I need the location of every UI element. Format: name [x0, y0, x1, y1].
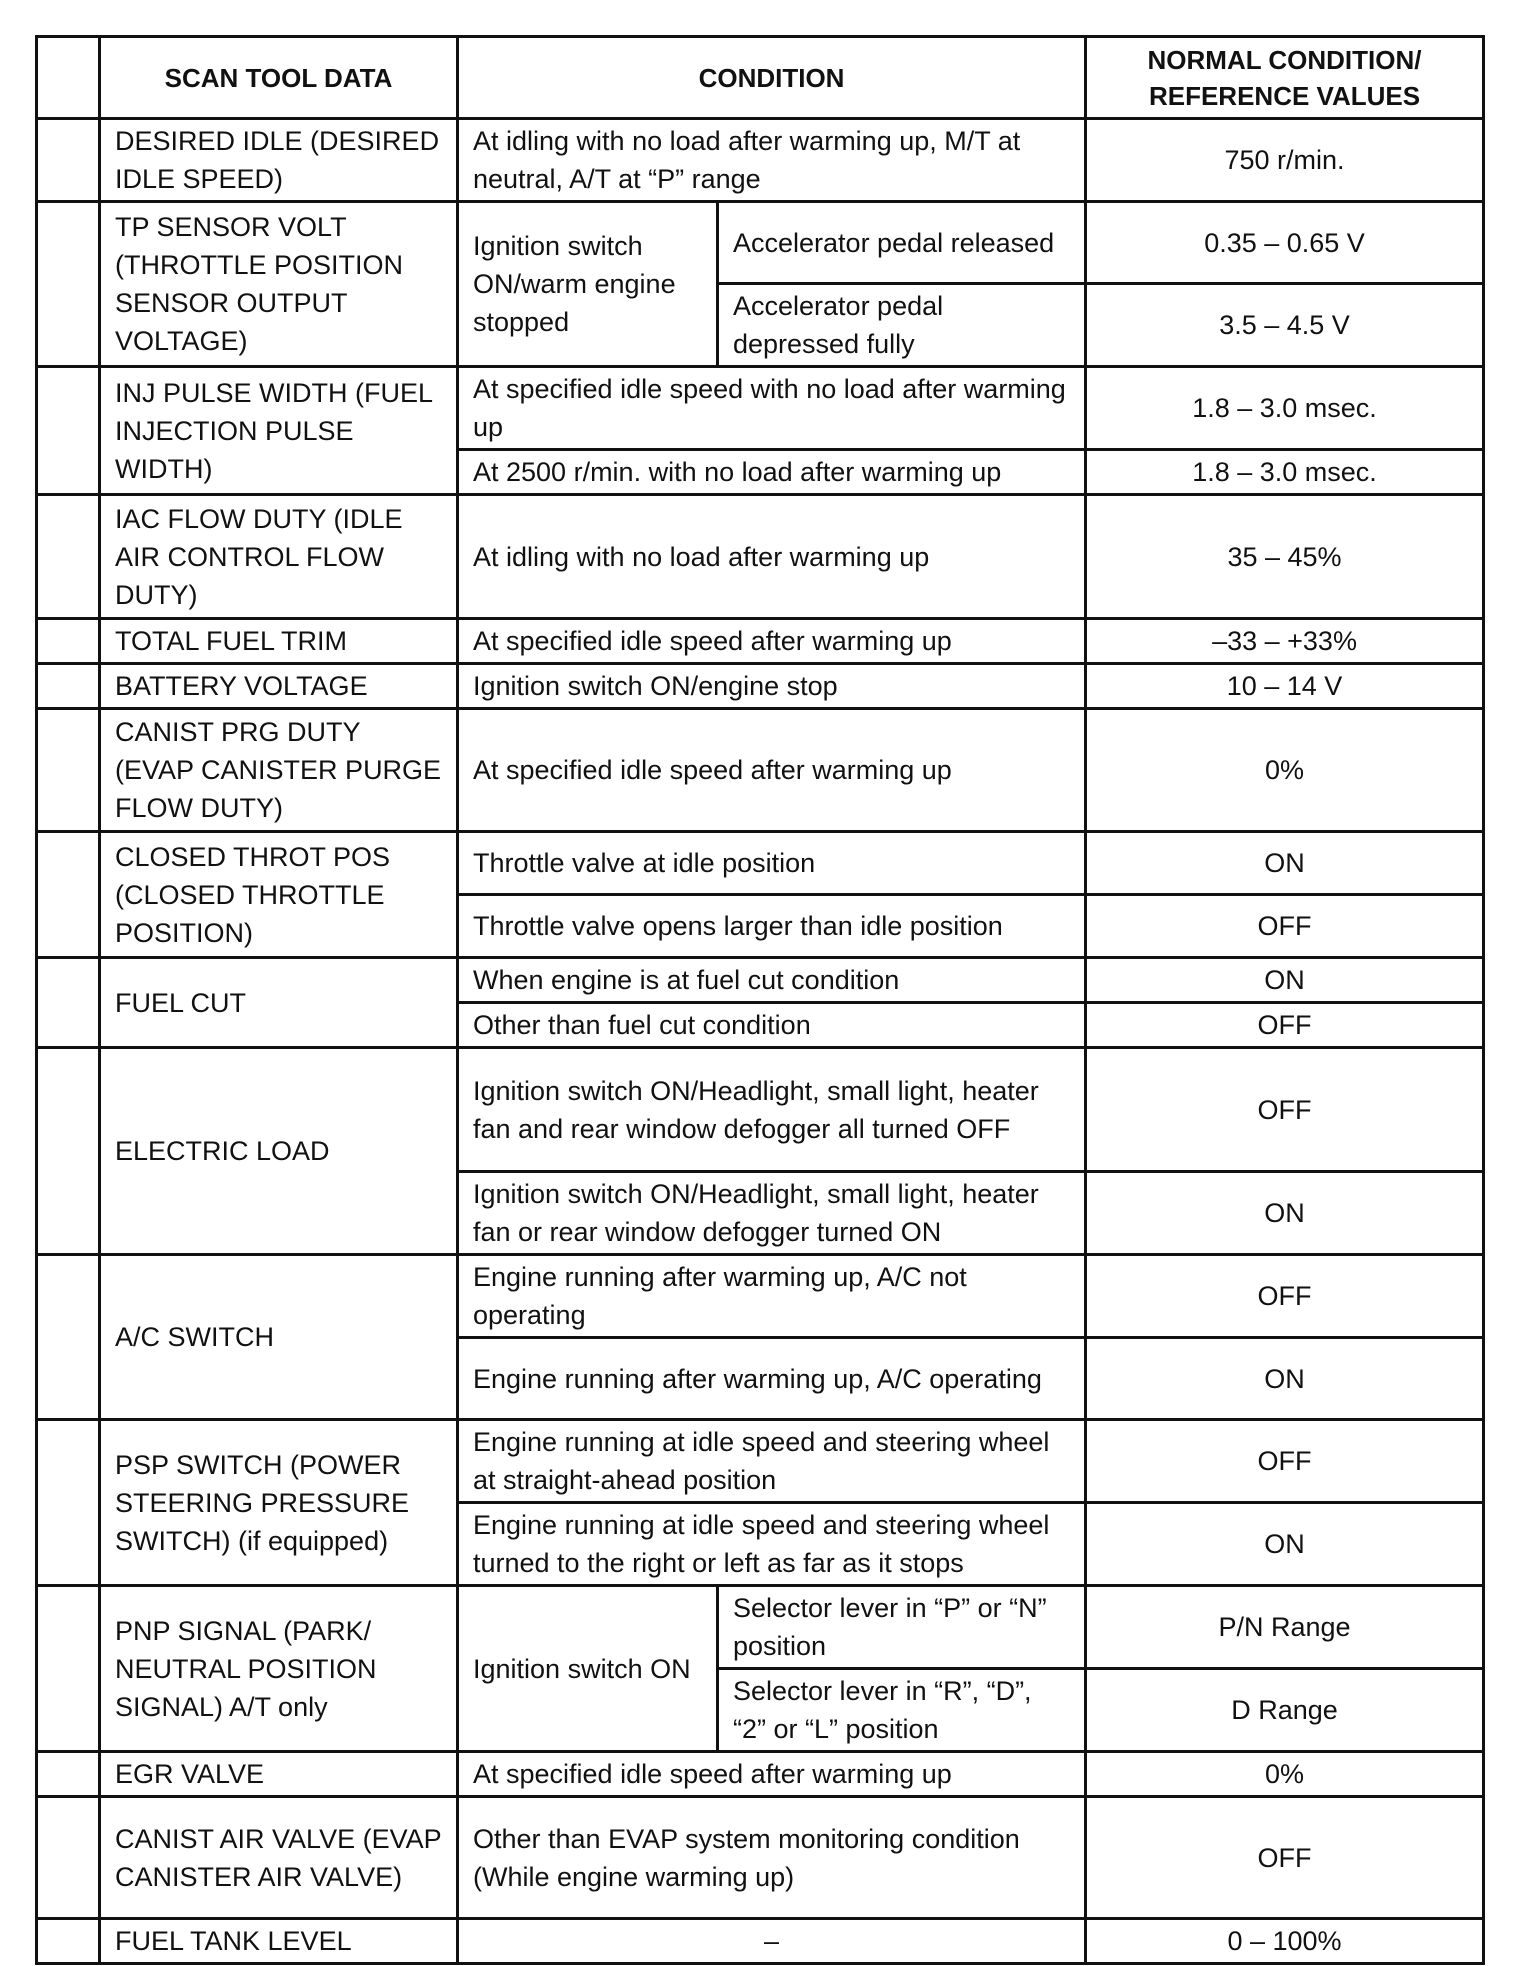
condition-cell: At specified idle speed after warming up: [458, 1752, 1086, 1797]
condition-cell: Ignition switch ON/Headlight, small light, heater fan and rear window defogger all turned OFF: [458, 1048, 1086, 1172]
scan-tool-item: FUEL CUT: [100, 958, 458, 1048]
reference-value-cell: 0.35 – 0.65 V: [1086, 202, 1484, 284]
scan-tool-item: ELECTRIC LOAD: [100, 1048, 458, 1255]
table-row: [37, 958, 1484, 1003]
reference-value-cell: ON: [1086, 1338, 1484, 1420]
table-row: [37, 1752, 1484, 1797]
group-condition: Ignition switch ON/warm engine stopped: [458, 202, 718, 367]
reference-value-cell: ON: [1086, 1172, 1484, 1255]
scan-tool-item: CANIST PRG DUTY (EVAP CANISTER PURGE FLOW DUTY): [100, 709, 458, 832]
table-row: [37, 619, 1484, 664]
condition-cell: Engine running after warming up, A/C not operating: [458, 1255, 1086, 1338]
reference-value-cell: D Range: [1086, 1669, 1484, 1752]
reference-value-cell: 0 – 100%: [1086, 1919, 1484, 1964]
table-row: [37, 202, 1484, 284]
row-index-cell: [37, 709, 100, 832]
scan-tool-item: IAC FLOW DUTY (IDLE AIR CONTROL FLOW DUTY): [100, 495, 458, 619]
header-row: [37, 37, 1484, 119]
row-index-cell: [37, 832, 100, 958]
row-index-cell: [37, 1797, 100, 1919]
reference-value-cell: ON: [1086, 1503, 1484, 1586]
scan-tool-item: TP SENSOR VOLT (THROTTLE POSITION SENSOR OUTPUT VOLTAGE): [100, 202, 458, 367]
scan-tool-item: EGR VALVE: [100, 1752, 458, 1797]
condition-cell: At specified idle speed with no load after warming up: [458, 367, 1086, 450]
condition-cell: Throttle valve opens larger than idle position: [458, 895, 1086, 958]
row-index-cell: [37, 119, 100, 202]
table-row: [37, 1586, 1484, 1669]
table-row: [37, 664, 1484, 709]
condition-cell: Selector lever in “R”, “D”, “2” or “L” position: [718, 1669, 1086, 1752]
header-reference-values: NORMAL CONDITION/ REFERENCE VALUES: [1086, 37, 1484, 119]
row-index-cell: [37, 1420, 100, 1586]
condition-cell: –: [458, 1919, 1086, 1964]
condition-cell: Other than fuel cut condition: [458, 1003, 1086, 1048]
scan-tool-item: A/C SWITCH: [100, 1255, 458, 1420]
row-index-cell: [37, 958, 100, 1048]
scan-tool-item: PNP SIGNAL (PARK/ NEUTRAL POSITION SIGNAL) A/T only: [100, 1586, 458, 1752]
scan-tool-item: DESIRED IDLE (DESIRED IDLE SPEED): [100, 119, 458, 202]
table-row: [37, 1797, 1484, 1919]
condition-cell: Engine running at idle speed and steering wheel at straight-ahead position: [458, 1420, 1086, 1503]
reference-value-cell: ON: [1086, 958, 1484, 1003]
row-index-cell: [37, 1919, 100, 1964]
table-row: [37, 1255, 1484, 1338]
scan-tool-item: FUEL TANK LEVEL: [100, 1919, 458, 1964]
scan-tool-item: CLOSED THROT POS (CLOSED THROTTLE POSITION): [100, 832, 458, 958]
header-index-cell: [37, 37, 100, 119]
row-index-cell: [37, 1752, 100, 1797]
row-index-cell: [37, 367, 100, 495]
reference-value-cell: 10 – 14 V: [1086, 664, 1484, 709]
reference-value-cell: P/N Range: [1086, 1586, 1484, 1669]
reference-value-cell: 750 r/min.: [1086, 119, 1484, 202]
table-row: [37, 495, 1484, 619]
condition-cell: Throttle valve at idle position: [458, 832, 1086, 895]
scan-tool-item: BATTERY VOLTAGE: [100, 664, 458, 709]
row-index-cell: [37, 1255, 100, 1420]
condition-cell: Other than EVAP system monitoring condition (While engine warming up): [458, 1797, 1086, 1919]
reference-value-cell: 0%: [1086, 1752, 1484, 1797]
row-index-cell: [37, 1048, 100, 1255]
scan-tool-item: CANIST AIR VALVE (EVAP CANISTER AIR VALVE): [100, 1797, 458, 1919]
condition-cell: Engine running at idle speed and steering wheel turned to the right or left as far as it stops: [458, 1503, 1086, 1586]
condition-cell: Ignition switch ON/engine stop: [458, 664, 1086, 709]
condition-cell: Accelerator pedal depressed fully: [718, 284, 1086, 367]
condition-cell: At idling with no load after warming up: [458, 495, 1086, 619]
reference-value-cell: OFF: [1086, 1048, 1484, 1172]
row-index-cell: [37, 664, 100, 709]
reference-value-cell: OFF: [1086, 895, 1484, 958]
condition-cell: At specified idle speed after warming up: [458, 619, 1086, 664]
reference-value-cell: 1.8 – 3.0 msec.: [1086, 367, 1484, 450]
condition-cell: At 2500 r/min. with no load after warming up: [458, 450, 1086, 495]
table-row: [37, 1420, 1484, 1503]
reference-value-cell: OFF: [1086, 1797, 1484, 1919]
scan-tool-data-table: [35, 35, 1485, 1965]
condition-cell: Ignition switch ON/Headlight, small light, heater fan or rear window defogger turned ON: [458, 1172, 1086, 1255]
table-row: [37, 367, 1484, 450]
reference-value-cell: 3.5 – 4.5 V: [1086, 284, 1484, 367]
table-row: [37, 1919, 1484, 1964]
scan-tool-item: INJ PULSE WIDTH (FUEL INJECTION PULSE WIDTH): [100, 367, 458, 495]
reference-value-cell: ON: [1086, 832, 1484, 895]
row-index-cell: [37, 1586, 100, 1752]
row-index-cell: [37, 495, 100, 619]
table-body: [37, 119, 1484, 1964]
reference-value-cell: OFF: [1086, 1255, 1484, 1338]
condition-cell: Engine running after warming up, A/C operating: [458, 1338, 1086, 1420]
scan-tool-item: TOTAL FUEL TRIM: [100, 619, 458, 664]
table-row: [37, 709, 1484, 832]
reference-value-cell: 35 – 45%: [1086, 495, 1484, 619]
header-scan-tool-data: SCAN TOOL DATA: [100, 37, 458, 119]
scan-tool-item: PSP SWITCH (POWER STEERING PRESSURE SWITCH) (if equipped): [100, 1420, 458, 1586]
reference-value-cell: OFF: [1086, 1420, 1484, 1503]
reference-value-cell: OFF: [1086, 1003, 1484, 1048]
condition-cell: At specified idle speed after warming up: [458, 709, 1086, 832]
row-index-cell: [37, 619, 100, 664]
condition-cell: When engine is at fuel cut condition: [458, 958, 1086, 1003]
condition-cell: At idling with no load after warming up, M/T at neutral, A/T at “P” range: [458, 119, 1086, 202]
table-row: [37, 832, 1484, 895]
group-condition: Ignition switch ON: [458, 1586, 718, 1752]
reference-value-cell: 0%: [1086, 709, 1484, 832]
header-condition: CONDITION: [458, 37, 1086, 119]
table-row: [37, 119, 1484, 202]
reference-value-cell: –33 – +33%: [1086, 619, 1484, 664]
row-index-cell: [37, 202, 100, 367]
table-row: [37, 1048, 1484, 1172]
condition-cell: Accelerator pedal released: [718, 202, 1086, 284]
condition-cell: Selector lever in “P” or “N” position: [718, 1586, 1086, 1669]
reference-value-cell: 1.8 – 3.0 msec.: [1086, 450, 1484, 495]
